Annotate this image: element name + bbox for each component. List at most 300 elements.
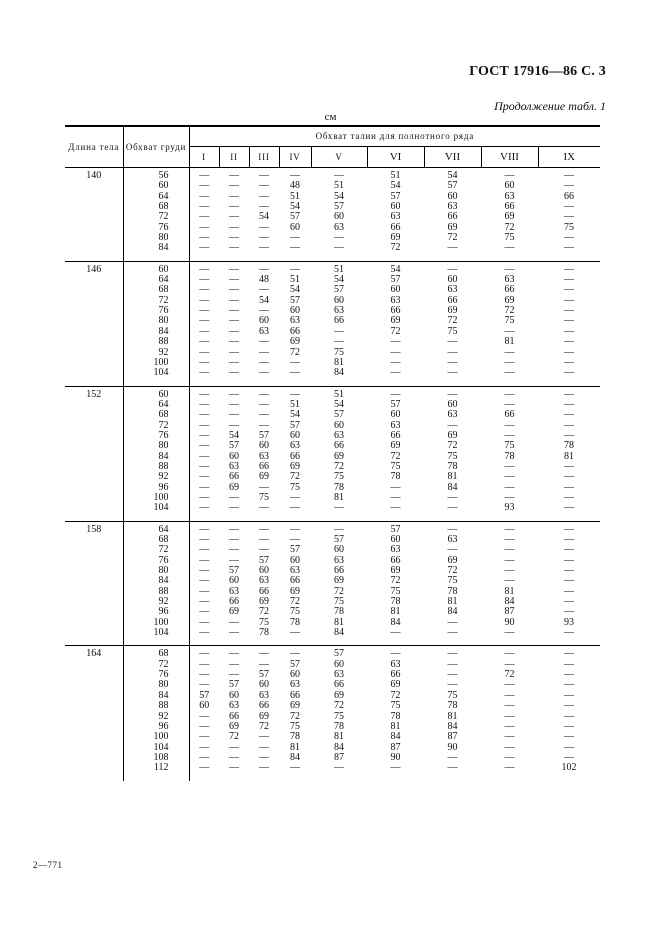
waist-value: — (229, 315, 239, 327)
waist-value: — (229, 419, 239, 431)
waist-value: 66 (290, 450, 300, 462)
chest-value: 96 (158, 481, 169, 493)
waist-cell-8 (481, 168, 538, 262)
chest-value: 68 (158, 201, 169, 213)
waist-value: 72 (447, 315, 458, 327)
waist-value: 57 (290, 294, 300, 306)
waist-value: 84 (390, 731, 401, 743)
waist-value: — (259, 190, 269, 202)
waist-value: — (504, 388, 515, 400)
waist-value: 69 (390, 315, 401, 327)
waist-value: 72 (290, 596, 300, 608)
waist-value: 78 (447, 700, 458, 712)
waist-cell-9 (538, 261, 600, 386)
waist-value: 66 (447, 294, 458, 306)
waist-value: 75 (390, 585, 401, 597)
waist-value: — (447, 669, 458, 681)
chest-value: 92 (158, 596, 169, 608)
waist-value: — (390, 336, 401, 348)
waist-value: — (199, 762, 210, 774)
chest-cell (123, 646, 189, 781)
waist-value: — (259, 263, 269, 275)
waist-value: 72 (290, 710, 300, 722)
header-roman-7: VII (424, 147, 481, 168)
waist-value: 57 (199, 689, 210, 701)
waist-value: — (259, 367, 269, 379)
waist-value: 90 (390, 751, 401, 763)
waist-value: — (229, 190, 239, 202)
waist-value: — (447, 263, 458, 275)
waist-value: 69 (447, 305, 458, 317)
waist-value: — (447, 523, 458, 535)
waist-value: — (564, 751, 575, 763)
waist-cell-7 (424, 168, 481, 262)
waist-value: 75 (290, 720, 300, 732)
waist-value: 78 (504, 450, 515, 462)
waist-value: — (290, 263, 300, 275)
waist-value: 57 (334, 201, 344, 213)
header-roman-6: VI (367, 147, 424, 168)
waist-value: 60 (199, 700, 210, 712)
waist-value: — (199, 502, 210, 514)
waist-value: — (290, 232, 300, 244)
waist-value: 66 (290, 689, 300, 701)
waist-value: — (199, 544, 210, 556)
waist-value: 57 (390, 398, 401, 410)
waist-value: 51 (334, 388, 344, 400)
waist-value: — (504, 710, 515, 722)
table-row-group (65, 386, 600, 521)
waist-value: 75 (390, 700, 401, 712)
waist-value: 63 (447, 409, 458, 421)
table-continuation-label: Продолжение табл. 1 (494, 99, 606, 113)
waist-cell-1 (189, 168, 219, 262)
waist-cell-3 (249, 168, 279, 262)
waist-value: — (229, 502, 239, 514)
waist-value: 81 (290, 741, 300, 753)
waist-value: — (390, 346, 401, 358)
waist-value: — (504, 419, 515, 431)
waist-value: 57 (229, 679, 239, 691)
waist-value: 84 (290, 751, 300, 763)
waist-value: — (564, 575, 575, 587)
waist-value: — (447, 616, 458, 628)
waist-value: — (564, 491, 575, 503)
waist-value: — (334, 242, 344, 254)
chest-value: 68 (158, 409, 169, 421)
waist-value: 66 (229, 710, 239, 722)
header-roman-9: IX (538, 147, 600, 168)
chest-value: 84 (158, 689, 169, 701)
waist-value: — (199, 315, 210, 327)
waist-value: 72 (390, 575, 401, 587)
waist-cell-6 (367, 261, 424, 386)
waist-value: — (229, 180, 239, 192)
waist-value: — (447, 346, 458, 358)
waist-value: — (290, 648, 300, 660)
waist-value: 72 (447, 440, 458, 452)
body-length-value: 152 (86, 388, 102, 400)
waist-value: — (199, 232, 210, 244)
waist-value: 60 (334, 211, 344, 223)
waist-cell-1 (189, 386, 219, 521)
unit-label: см (324, 111, 337, 123)
waist-value: 72 (259, 606, 269, 618)
waist-value: 63 (504, 190, 515, 202)
waist-cell-6 (367, 646, 424, 781)
waist-value: — (504, 523, 515, 535)
header-waist: Обхват талии для полнотного ряда (189, 126, 600, 147)
waist-value: 51 (390, 170, 401, 181)
chest-value: 92 (158, 710, 169, 722)
waist-value: — (290, 627, 300, 639)
waist-value: 63 (259, 450, 269, 462)
waist-value: 60 (334, 544, 344, 556)
waist-value: — (447, 336, 458, 348)
waist-value: 48 (290, 180, 300, 192)
waist-cell-4 (279, 386, 311, 521)
waist-value: — (199, 669, 210, 681)
waist-value: — (199, 429, 210, 441)
waist-value: 78 (290, 731, 300, 743)
waist-value: — (290, 170, 300, 181)
waist-value: — (564, 460, 575, 472)
chest-value: 104 (153, 367, 169, 379)
waist-value: 63 (229, 460, 239, 472)
waist-value: 66 (229, 471, 239, 483)
chest-value: 84 (158, 450, 169, 462)
waist-value: 90 (447, 741, 458, 753)
waist-value: 90 (504, 616, 515, 628)
waist-value: 51 (290, 398, 300, 410)
waist-value: 57 (390, 523, 401, 535)
waist-value: 57 (334, 284, 344, 296)
waist-value: 72 (334, 460, 344, 472)
waist-value: 81 (334, 491, 344, 503)
waist-value: 57 (229, 440, 239, 452)
waist-value: — (259, 284, 269, 296)
waist-cell-9 (538, 168, 600, 262)
waist-cell-6 (367, 386, 424, 521)
waist-value: — (199, 481, 210, 493)
waist-value: 57 (334, 648, 344, 660)
waist-value: 87 (334, 751, 344, 763)
waist-value: — (290, 356, 300, 368)
waist-value: — (334, 523, 344, 535)
chest-value: 72 (158, 658, 169, 670)
waist-value: — (199, 585, 210, 597)
waist-cell-2 (219, 521, 249, 646)
chest-value: 96 (158, 720, 169, 732)
waist-value: 87 (390, 741, 401, 753)
waist-value: — (564, 534, 575, 545)
waist-value: — (199, 409, 210, 421)
waist-value: 66 (259, 460, 269, 472)
waist-value: 75 (334, 471, 344, 483)
waist-value: — (564, 565, 575, 577)
waist-value: — (564, 419, 575, 431)
waist-value: — (199, 450, 210, 462)
waist-value: — (504, 471, 515, 483)
waist-cell-1 (189, 521, 219, 646)
waist-value: — (199, 534, 210, 545)
waist-value: — (229, 367, 239, 379)
waist-value: 63 (390, 419, 401, 431)
waist-cell-9 (538, 646, 600, 781)
waist-value: 66 (504, 201, 515, 213)
waist-value: — (334, 762, 344, 774)
waist-value: — (229, 658, 239, 670)
waist-value: — (564, 409, 575, 421)
waist-value: 84 (504, 596, 515, 608)
waist-value: — (564, 356, 575, 368)
waist-value: — (334, 325, 344, 337)
waist-value: 69 (229, 720, 239, 732)
header-roman-5: V (311, 147, 367, 168)
chest-value: 76 (158, 429, 169, 441)
waist-value: — (199, 575, 210, 587)
waist-value: — (504, 491, 515, 503)
body-length-value: 158 (86, 523, 102, 535)
waist-value: 60 (229, 450, 239, 462)
waist-value: 60 (290, 554, 300, 566)
waist-value: 57 (334, 534, 344, 545)
waist-value: — (199, 565, 210, 577)
waist-value: — (199, 170, 210, 181)
waist-value: — (504, 575, 515, 587)
waist-cell-4 (279, 521, 311, 646)
waist-value: 63 (390, 211, 401, 223)
waist-value: — (199, 596, 210, 608)
waist-value: 60 (259, 679, 269, 691)
waist-value: 78 (259, 627, 269, 639)
waist-value: 87 (504, 606, 515, 618)
waist-cell-7 (424, 386, 481, 521)
chest-value: 68 (158, 534, 169, 545)
waist-value: — (447, 388, 458, 400)
waist-value: — (564, 481, 575, 493)
waist-value: 75 (334, 710, 344, 722)
waist-value: — (504, 689, 515, 701)
chest-value: 64 (158, 190, 169, 202)
waist-value: — (390, 627, 401, 639)
body-length-value: 164 (86, 648, 102, 660)
waist-value: — (564, 201, 575, 213)
waist-value: — (199, 398, 210, 410)
waist-value: 75 (447, 689, 458, 701)
waist-value: 54 (290, 284, 300, 296)
waist-value: — (504, 648, 515, 660)
waist-value: 66 (290, 575, 300, 587)
waist-value: — (504, 700, 515, 712)
body-length-cell (65, 521, 123, 646)
chest-value: 76 (158, 221, 169, 233)
chest-value: 76 (158, 669, 169, 681)
waist-value: 87 (447, 731, 458, 743)
waist-value: — (504, 170, 515, 181)
waist-value: 69 (447, 429, 458, 441)
waist-value: 60 (447, 274, 458, 286)
waist-value: — (564, 388, 575, 400)
waist-value: 63 (447, 201, 458, 213)
waist-value: — (259, 346, 269, 358)
waist-value: — (504, 481, 515, 493)
waist-value: — (564, 346, 575, 358)
waist-value: 69 (290, 336, 300, 348)
waist-value: — (447, 762, 458, 774)
chest-value: 64 (158, 398, 169, 410)
waist-value: 54 (390, 263, 401, 275)
waist-value: 69 (259, 471, 269, 483)
waist-value: 72 (390, 242, 401, 254)
waist-value: 75 (504, 440, 515, 452)
chest-value: 84 (158, 575, 169, 587)
waist-value: 81 (447, 471, 458, 483)
waist-value: 63 (259, 325, 269, 337)
waist-value: — (504, 762, 515, 774)
waist-value: — (390, 356, 401, 368)
waist-value: 63 (390, 544, 401, 556)
chest-value: 60 (158, 263, 169, 275)
waist-value: — (334, 170, 344, 181)
waist-value: — (199, 419, 210, 431)
waist-value: — (504, 534, 515, 545)
waist-value: 72 (447, 565, 458, 577)
waist-value: — (199, 242, 210, 254)
chest-value: 100 (153, 356, 169, 368)
waist-value: 75 (334, 346, 344, 358)
waist-value: — (199, 627, 210, 639)
waist-value: — (259, 534, 269, 545)
waist-value: 60 (390, 409, 401, 421)
waist-value: — (229, 616, 239, 628)
waist-value: — (199, 305, 210, 317)
waist-value: 63 (334, 221, 344, 233)
chest-value: 64 (158, 523, 169, 535)
waist-cell-5 (311, 646, 367, 781)
waist-value: 54 (334, 398, 344, 410)
waist-value: — (564, 658, 575, 670)
waist-cell-9 (538, 386, 600, 521)
waist-value: 51 (334, 263, 344, 275)
waist-value: 75 (447, 450, 458, 462)
waist-value: 60 (229, 575, 239, 587)
waist-cell-5 (311, 261, 367, 386)
waist-value: 60 (447, 190, 458, 202)
table-row-group (65, 646, 600, 781)
waist-cell-4 (279, 261, 311, 386)
waist-value: — (564, 502, 575, 514)
chest-value: 100 (153, 616, 169, 628)
body-length-value: 146 (86, 263, 102, 275)
waist-value: — (259, 336, 269, 348)
waist-value: 57 (259, 554, 269, 566)
waist-value: — (199, 751, 210, 763)
waist-value: — (290, 367, 300, 379)
chest-value: 80 (158, 565, 169, 577)
waist-value: — (504, 242, 515, 254)
waist-value: — (504, 751, 515, 763)
waist-value: — (229, 325, 239, 337)
waist-value: 75 (564, 221, 575, 233)
waist-value: 69 (390, 232, 401, 244)
waist-value: 72 (229, 731, 239, 743)
waist-value: — (229, 305, 239, 317)
waist-value: — (229, 523, 239, 535)
waist-value: — (199, 211, 210, 223)
waist-value: 66 (334, 315, 344, 327)
waist-value: 63 (229, 700, 239, 712)
waist-value: 69 (290, 700, 300, 712)
waist-value: — (504, 460, 515, 472)
waist-value: — (199, 190, 210, 202)
waist-value: 57 (447, 180, 458, 192)
waist-value: 57 (259, 669, 269, 681)
waist-value: 54 (290, 409, 300, 421)
waist-value: — (199, 658, 210, 670)
chest-value: 108 (153, 751, 169, 763)
waist-value: 63 (290, 315, 300, 327)
waist-value: 54 (447, 170, 458, 181)
waist-value: — (229, 211, 239, 223)
size-table (65, 125, 600, 781)
chest-value: 80 (158, 679, 169, 691)
waist-value: 51 (290, 190, 300, 202)
waist-cell-2 (219, 386, 249, 521)
waist-value: — (564, 170, 575, 181)
waist-value: 81 (447, 710, 458, 722)
chest-value: 80 (158, 315, 169, 327)
chest-value: 68 (158, 648, 169, 660)
footer-note: 2—771 (33, 860, 63, 870)
waist-value: 69 (334, 450, 344, 462)
table-row-group (65, 168, 600, 262)
waist-value: — (564, 523, 575, 535)
waist-value: 69 (504, 294, 515, 306)
waist-cell-3 (249, 646, 279, 781)
waist-value: 54 (229, 429, 239, 441)
waist-cell-8 (481, 261, 538, 386)
waist-value: 78 (390, 596, 401, 608)
header-body-length: Длина тела (65, 126, 123, 168)
waist-value: — (259, 409, 269, 421)
waist-value: 72 (290, 471, 300, 483)
waist-value: — (229, 741, 239, 753)
waist-value: — (229, 336, 239, 348)
waist-value: — (259, 398, 269, 410)
waist-value: 60 (290, 221, 300, 233)
waist-value: — (259, 502, 269, 514)
waist-value: 81 (504, 585, 515, 597)
waist-cell-3 (249, 521, 279, 646)
waist-value: 60 (259, 440, 269, 452)
waist-value: 66 (259, 585, 269, 597)
waist-value: — (447, 648, 458, 660)
waist-value: — (199, 731, 210, 743)
waist-cell-5 (311, 386, 367, 521)
waist-value: 93 (564, 616, 575, 628)
waist-cell-6 (367, 521, 424, 646)
waist-value: — (229, 221, 239, 233)
waist-value: — (504, 429, 515, 441)
waist-value: 66 (229, 596, 239, 608)
waist-value: 60 (390, 284, 401, 296)
waist-value: — (290, 388, 300, 400)
waist-cell-7 (424, 521, 481, 646)
chest-value: 92 (158, 346, 169, 358)
waist-value: — (504, 658, 515, 670)
waist-value: — (199, 440, 210, 452)
